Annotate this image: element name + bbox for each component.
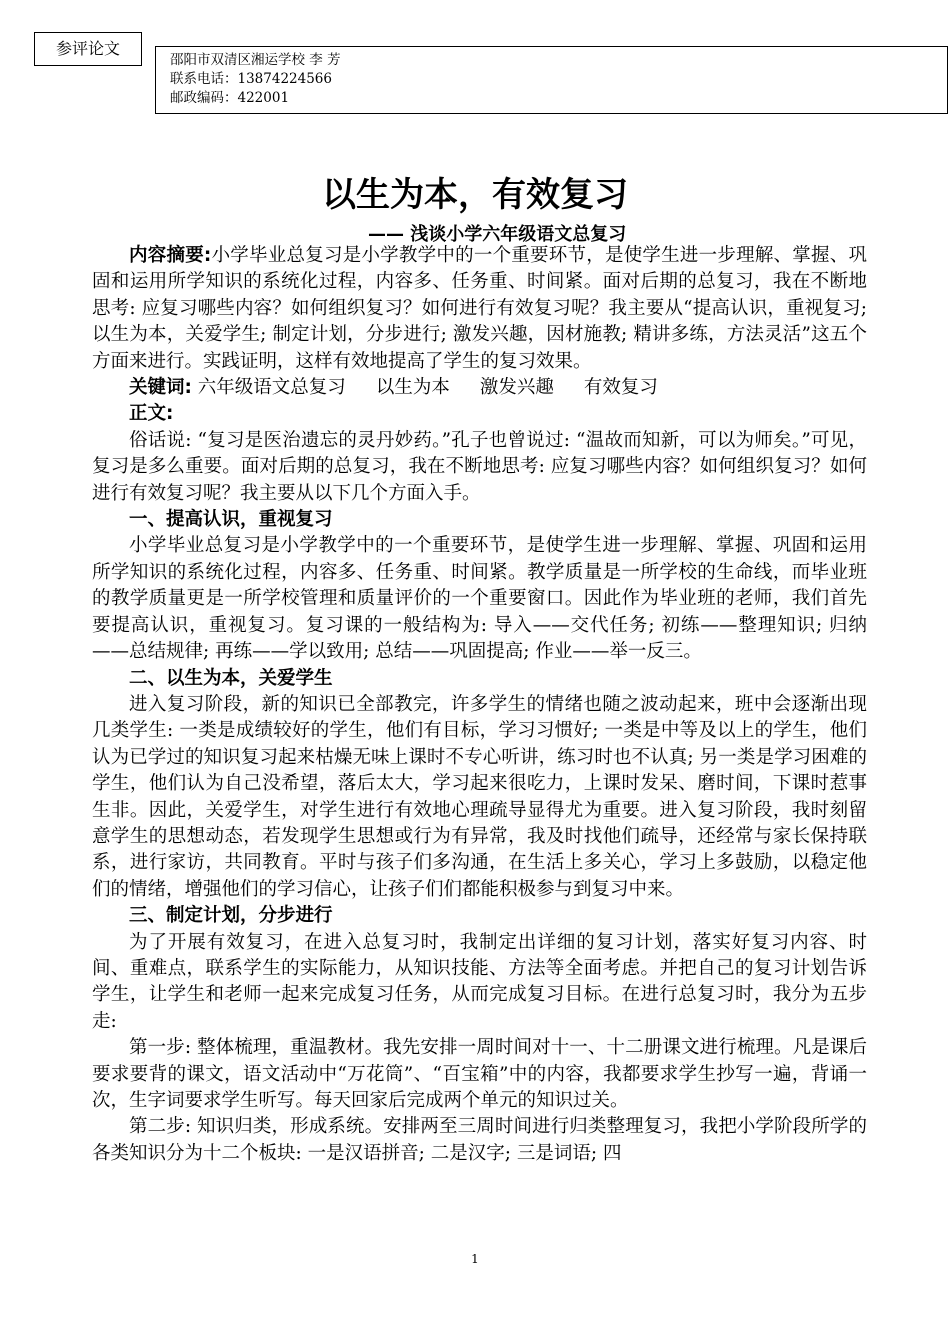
award-tag: 参评论文 bbox=[34, 32, 142, 66]
author-info-box bbox=[155, 46, 948, 114]
abstract-paragraph bbox=[92, 243, 867, 375]
author-phone: 联系电话：13874224566 bbox=[170, 71, 332, 87]
section-paragraph: 小学毕业总复习是小学教学中的一个重要环节，是使学生进一步理解、掌握、巩固和运用所学知识的系统化过程，内容多、任务重、时间紧。教学质量是一所学校的生命线，而毕业班的教学质量更是一所学校管理和质量评价的一个重要窗口。因此作为毕业班的老师，我们首先要提高认识，重视复习。复习课的一般结构为: 导入——交代任务; 初练——整理知识; 归纳——总结规律; 再练——学以致用; 总结——巩固提高; 作业——举一反三。 bbox=[92, 535, 867, 663]
keyword: 以生为本 bbox=[375, 377, 450, 399]
step-paragraph: 第一步: 整体梳理，重温教材。我先安排一周时间对十一、十二册课文进行梳理。凡是课后要求要背的课文，语文活动中“万花筒”、“百宝箱”中的内容，我都要求学生抄写一遍，背诵一次，生字词要求学生听写。每天回家后完成两个单元的知识过关。 bbox=[92, 1037, 867, 1111]
abstract-text: 小学毕业总复习是小学教学中的一个重要环节，是使学生进一步理解、掌握、巩固和运用所学知识的系统化过程，内容多、任务重、时间紧。面对后期的总复习，我在不断地思考: 应复习哪些内容？如何组织复习？如何进行有效复习呢？我主要从“提高认识，重视复习; 以生为本，关爱学生; 制定计划，分步进行; 激发兴趣，因材施教; 精讲多练，方法灵活”这五个方面来进行。实践证明，这样有效地提高了学生的复习效果。 bbox=[92, 245, 867, 372]
keywords-label: 关键词: bbox=[129, 377, 192, 399]
section-paragraph: 为了开展有效复习，在进入总复习时，我制定出详细的复习计划，落实好复习内容、时间、重难点，联系学生的实际能力，从知识技能、方法等全面考虑。并把自己的复习计划告诉学生，让学生和老师一起来完成复习任务，从而完成复习目标。在进行总复习时，我分为五步走: bbox=[92, 931, 867, 1032]
section-heading: 二、以生为本，关爱学生 bbox=[129, 667, 333, 689]
body-label: 正文: bbox=[129, 403, 174, 425]
keyword: 六年级语文总复习 bbox=[197, 377, 346, 399]
paper-title: 以生为本，有效复习 bbox=[322, 175, 628, 215]
abstract-label: 内容摘要: bbox=[129, 245, 212, 266]
keyword: 有效复习 bbox=[583, 377, 658, 399]
author-postcode: 邮政编码：422001 bbox=[170, 90, 290, 106]
page-number: 1 bbox=[471, 1252, 479, 1266]
intro-paragraph: 俗话说: “复习是医治遗忘的灵丹妙药。”孔子也曾说过: “温故而知新，可以为师矣。”可见，复习是多么重要。面对后期的总复习，我在不断地思考: 应复习哪些内容？如何组织复习？如何进行有效复习呢？我主要从以下几个方面入手。 bbox=[92, 429, 867, 504]
paper-body bbox=[92, 243, 867, 1167]
section-heading: 一、提高认识，重视复习 bbox=[129, 509, 333, 531]
paper-subtitle: —— 浅谈小学六年级语文总复习 bbox=[368, 224, 627, 245]
keyword: 激发兴趣 bbox=[479, 377, 554, 399]
keywords-paragraph bbox=[92, 375, 867, 401]
section-heading: 三、制定计划，分步进行 bbox=[129, 905, 333, 927]
step-paragraph: 第二步: 知识归类，形成系统。安排两至三周时间进行归类整理复习，我把小学阶段所学的各类知识分为十二个板块: 一是汉语拼音; 二是汉字; 三是词语; 四 bbox=[92, 1116, 867, 1164]
section-paragraph: 进入复习阶段，新的知识已全部教完，许多学生的情绪也随之波动起来，班中会逐渐出现几类学生: 一类是成绩较好的学生，他们有目标，学习习惯好; 一类是中等及以上的学生，他们认为已学过的知识复习起来枯燥无味上课时不专心听讲，练习时也不认真; 另一类是学习困难的学生，他们认为自己没希望，落后太大，学习起来很吃力，上课时发呆、磨时间，下课时惹事生非。因此，关爱学生，对学生进行有效地心理疏导显得尤为重要。进入复习阶段，我时刻留意学生的思想动态，若发现学生思想或行为有异常，我及时找他们疏导，还经常与家长保持联系，进行家访，共同教育。平时与孩子们多沟通，在生活上多关心，学习上多鼓励，以稳定他们的情绪，增强他们的学习信心，让孩子们们都能积极参与到复习中来。 bbox=[92, 693, 867, 900]
author-school: 邵阳市双清区湘运学校 李 芳 bbox=[170, 52, 341, 68]
